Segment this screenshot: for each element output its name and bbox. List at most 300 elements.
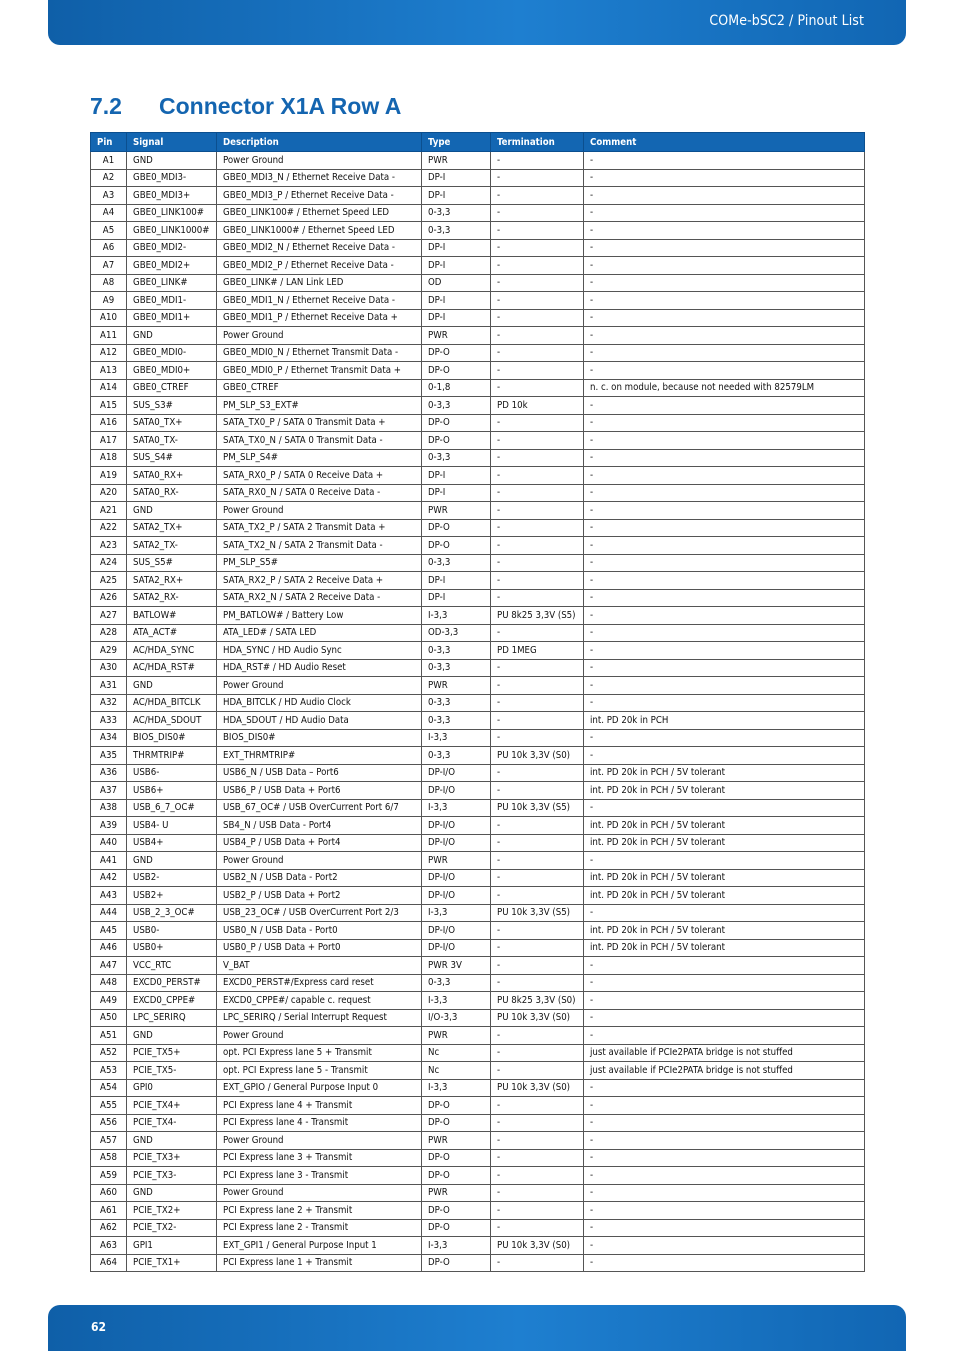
cell-termination: - <box>491 887 584 905</box>
cell-comment: - <box>584 554 865 572</box>
cell-signal: PCIE_TX5+ <box>127 1044 217 1062</box>
cell-signal: GBE0_MDI2- <box>127 239 217 257</box>
cell-comment: int. PD 20k in PCH / 5V tolerant <box>584 782 865 800</box>
cell-pin: A47 <box>91 957 127 975</box>
cell-type: DP-I <box>422 484 491 502</box>
cell-pin: A53 <box>91 1062 127 1080</box>
cell-pin: A10 <box>91 309 127 327</box>
cell-description: PM_SLP_S3_EXT# <box>217 397 422 415</box>
cell-description: USB0_P / USB Data + Port0 <box>217 939 422 957</box>
cell-type: 0-3,3 <box>422 747 491 765</box>
cell-termination: - <box>491 274 584 292</box>
cell-type: 0-3,3 <box>422 659 491 677</box>
table-row <box>91 397 865 415</box>
cell-signal: USB_6_7_OC# <box>127 799 217 817</box>
cell-description: SATA_RX2_N / SATA 2 Receive Data - <box>217 589 422 607</box>
cell-pin: A43 <box>91 887 127 905</box>
cell-comment: - <box>584 327 865 345</box>
cell-termination: - <box>491 677 584 695</box>
cell-type: DP-O <box>422 362 491 380</box>
cell-comment: - <box>584 169 865 187</box>
cell-termination: - <box>491 554 584 572</box>
cell-description: Power Ground <box>217 677 422 695</box>
pinout-table <box>90 132 865 1272</box>
cell-type: DP-I/O <box>422 817 491 835</box>
cell-type: 0-3,3 <box>422 449 491 467</box>
table-row <box>91 1044 865 1062</box>
cell-signal: BIOS_DIS0# <box>127 729 217 747</box>
table-row <box>91 782 865 800</box>
cell-type: PWR <box>422 677 491 695</box>
column-header-description: Description <box>217 133 422 152</box>
cell-pin: A15 <box>91 397 127 415</box>
cell-comment: - <box>584 1027 865 1045</box>
cell-comment: - <box>584 1167 865 1185</box>
cell-termination: - <box>491 974 584 992</box>
cell-signal: GBE0_MDI0- <box>127 344 217 362</box>
cell-signal: PCIE_TX4- <box>127 1114 217 1132</box>
cell-termination: - <box>491 817 584 835</box>
cell-termination: PU 10k 3,3V (S0) <box>491 1079 584 1097</box>
cell-termination: - <box>491 957 584 975</box>
cell-description: SATA_TX2_P / SATA 2 Transmit Data + <box>217 519 422 537</box>
cell-description: USB4_P / USB Data + Port4 <box>217 834 422 852</box>
cell-comment: - <box>584 152 865 170</box>
table-row <box>91 887 865 905</box>
cell-termination: - <box>491 414 584 432</box>
cell-type: 0-3,3 <box>422 204 491 222</box>
cell-description: PCI Express lane 3 + Transmit <box>217 1149 422 1167</box>
cell-description: opt. PCI Express lane 5 - Transmit <box>217 1062 422 1080</box>
cell-comment: - <box>584 1184 865 1202</box>
cell-pin: A12 <box>91 344 127 362</box>
page-number: 62 <box>91 1320 107 1334</box>
cell-type: DP-I/O <box>422 887 491 905</box>
cell-signal: GBE0_MDI3- <box>127 169 217 187</box>
cell-comment: int. PD 20k in PCH / 5V tolerant <box>584 764 865 782</box>
cell-signal: AC/HDA_SDOUT <box>127 712 217 730</box>
cell-comment: - <box>584 1237 865 1255</box>
cell-comment: - <box>584 257 865 275</box>
cell-type: DP-I <box>422 239 491 257</box>
cell-termination: - <box>491 467 584 485</box>
cell-description: PCI Express lane 1 + Transmit <box>217 1254 422 1272</box>
cell-pin: A50 <box>91 1009 127 1027</box>
table-row <box>91 607 865 625</box>
cell-termination: - <box>491 152 584 170</box>
cell-description: GBE0_MDI2_P / Ethernet Receive Data - <box>217 257 422 275</box>
table-row <box>91 572 865 590</box>
table-row <box>91 414 865 432</box>
cell-signal: GBE0_MDI1+ <box>127 309 217 327</box>
cell-signal: SATA2_RX- <box>127 589 217 607</box>
table-row <box>91 1184 865 1202</box>
cell-type: DP-O <box>422 1114 491 1132</box>
cell-description: EXT_GPI1 / General Purpose Input 1 <box>217 1237 422 1255</box>
cell-signal: GPI0 <box>127 1079 217 1097</box>
cell-description: EXT_GPIO / General Purpose Input 0 <box>217 1079 422 1097</box>
cell-pin: A52 <box>91 1044 127 1062</box>
cell-signal: THRMTRIP# <box>127 747 217 765</box>
cell-type: 0-3,3 <box>422 974 491 992</box>
cell-comment: - <box>584 414 865 432</box>
cell-pin: A31 <box>91 677 127 695</box>
cell-type: DP-I/O <box>422 782 491 800</box>
cell-pin: A23 <box>91 537 127 555</box>
table-row <box>91 869 865 887</box>
cell-type: DP-I <box>422 309 491 327</box>
table-row <box>91 1167 865 1185</box>
cell-description: USB0_N / USB Data - Port0 <box>217 922 422 940</box>
cell-comment: - <box>584 1009 865 1027</box>
cell-signal: SUS_S4# <box>127 449 217 467</box>
cell-signal: SATA0_RX- <box>127 484 217 502</box>
cell-pin: A41 <box>91 852 127 870</box>
cell-termination: PD 10k <box>491 397 584 415</box>
cell-type: PWR 3V <box>422 957 491 975</box>
cell-comment: - <box>584 502 865 520</box>
cell-termination: - <box>491 1097 584 1115</box>
table-row <box>91 817 865 835</box>
cell-signal: PCIE_TX3- <box>127 1167 217 1185</box>
cell-comment: int. PD 20k in PCH / 5V tolerant <box>584 817 865 835</box>
table-row <box>91 992 865 1010</box>
cell-signal: GBE0_MDI0+ <box>127 362 217 380</box>
cell-pin: A57 <box>91 1132 127 1150</box>
cell-description: ATA_LED# / SATA LED <box>217 624 422 642</box>
cell-comment: - <box>584 799 865 817</box>
cell-pin: A22 <box>91 519 127 537</box>
cell-type: I-3,3 <box>422 799 491 817</box>
cell-comment: - <box>584 642 865 660</box>
cell-comment: - <box>584 274 865 292</box>
column-header-type: Type <box>422 133 491 152</box>
cell-termination: - <box>491 379 584 397</box>
cell-signal: USB6+ <box>127 782 217 800</box>
cell-signal: PCIE_TX4+ <box>127 1097 217 1115</box>
cell-termination: PU 10k 3,3V (S0) <box>491 1009 584 1027</box>
cell-termination: - <box>491 1044 584 1062</box>
cell-type: DP-O <box>422 344 491 362</box>
cell-comment: - <box>584 344 865 362</box>
cell-type: DP-I <box>422 257 491 275</box>
cell-pin: A59 <box>91 1167 127 1185</box>
table-row <box>91 274 865 292</box>
cell-comment: - <box>584 729 865 747</box>
cell-comment: - <box>584 904 865 922</box>
cell-signal: GBE0_LINK1000# <box>127 222 217 240</box>
cell-signal: PCIE_TX3+ <box>127 1149 217 1167</box>
table-row <box>91 1132 865 1150</box>
table-row <box>91 1062 865 1080</box>
column-header-signal: Signal <box>127 133 217 152</box>
cell-type: PWR <box>422 1132 491 1150</box>
cell-pin: A36 <box>91 764 127 782</box>
cell-signal: SATA0_TX- <box>127 432 217 450</box>
cell-type: 0-3,3 <box>422 397 491 415</box>
cell-type: DP-O <box>422 1202 491 1220</box>
cell-termination: - <box>491 939 584 957</box>
table-row <box>91 554 865 572</box>
cell-description: PCI Express lane 2 + Transmit <box>217 1202 422 1220</box>
cell-termination: - <box>491 922 584 940</box>
cell-description: SATA_RX0_N / SATA 0 Receive Data - <box>217 484 422 502</box>
cell-termination: - <box>491 712 584 730</box>
cell-description: USB6_N / USB Data – Port6 <box>217 764 422 782</box>
cell-type: OD <box>422 274 491 292</box>
cell-signal: USB4+ <box>127 834 217 852</box>
table-row <box>91 432 865 450</box>
cell-termination: - <box>491 1184 584 1202</box>
cell-comment: - <box>584 449 865 467</box>
cell-comment: - <box>584 537 865 555</box>
cell-comment: - <box>584 957 865 975</box>
cell-termination: - <box>491 169 584 187</box>
table-row <box>91 922 865 940</box>
cell-signal: PCIE_TX2+ <box>127 1202 217 1220</box>
cell-comment: - <box>584 1097 865 1115</box>
cell-comment: int. PD 20k in PCH / 5V tolerant <box>584 887 865 905</box>
cell-comment: n. c. on module, because not needed with 82579LM <box>584 379 865 397</box>
cell-comment: - <box>584 1114 865 1132</box>
column-header-termination: Termination <box>491 133 584 152</box>
cell-comment: int. PD 20k in PCH / 5V tolerant <box>584 869 865 887</box>
table-row <box>91 204 865 222</box>
cell-signal: AC/HDA_SYNC <box>127 642 217 660</box>
cell-type: PWR <box>422 502 491 520</box>
cell-signal: PCIE_TX2- <box>127 1219 217 1237</box>
cell-termination: - <box>491 729 584 747</box>
cell-comment: - <box>584 204 865 222</box>
cell-signal: SATA2_RX+ <box>127 572 217 590</box>
cell-comment: - <box>584 484 865 502</box>
cell-type: DP-I/O <box>422 764 491 782</box>
cell-type: 0-3,3 <box>422 642 491 660</box>
cell-description: HDA_BITCLK / HD Audio Clock <box>217 694 422 712</box>
cell-description: USB2_P / USB Data + Port2 <box>217 887 422 905</box>
cell-description: GBE0_LINK# / LAN Link LED <box>217 274 422 292</box>
cell-comment: just available if PCIe2PATA bridge is not stuffed <box>584 1062 865 1080</box>
cell-pin: A34 <box>91 729 127 747</box>
cell-termination: - <box>491 519 584 537</box>
cell-pin: A62 <box>91 1219 127 1237</box>
cell-comment: - <box>584 677 865 695</box>
cell-signal: GBE0_LINK# <box>127 274 217 292</box>
table-row <box>91 1027 865 1045</box>
cell-termination: - <box>491 257 584 275</box>
cell-pin: A25 <box>91 572 127 590</box>
cell-termination: - <box>491 869 584 887</box>
cell-pin: A4 <box>91 204 127 222</box>
cell-termination: PU 10k 3,3V (S0) <box>491 1237 584 1255</box>
cell-type: PWR <box>422 852 491 870</box>
cell-pin: A58 <box>91 1149 127 1167</box>
table-row <box>91 659 865 677</box>
cell-termination: - <box>491 432 584 450</box>
cell-description: HDA_RST# / HD Audio Reset <box>217 659 422 677</box>
cell-comment: - <box>584 974 865 992</box>
cell-pin: A63 <box>91 1237 127 1255</box>
cell-pin: A48 <box>91 974 127 992</box>
column-header-pin: Pin <box>91 133 127 152</box>
cell-type: 0-3,3 <box>422 554 491 572</box>
cell-signal: SUS_S5# <box>127 554 217 572</box>
table-row <box>91 1149 865 1167</box>
cell-description: GBE0_LINK1000# / Ethernet Speed LED <box>217 222 422 240</box>
cell-pin: A64 <box>91 1254 127 1272</box>
cell-pin: A27 <box>91 607 127 625</box>
cell-pin: A51 <box>91 1027 127 1045</box>
cell-type: DP-O <box>422 414 491 432</box>
cell-type: DP-O <box>422 1097 491 1115</box>
table-row <box>91 502 865 520</box>
cell-type: 0-3,3 <box>422 694 491 712</box>
cell-pin: A60 <box>91 1184 127 1202</box>
cell-pin: A54 <box>91 1079 127 1097</box>
cell-description: USB_67_OC# / USB OverCurrent Port 6/7 <box>217 799 422 817</box>
cell-signal: USB6- <box>127 764 217 782</box>
cell-termination: - <box>491 1132 584 1150</box>
cell-comment: - <box>584 992 865 1010</box>
cell-signal: USB0+ <box>127 939 217 957</box>
cell-signal: GPI1 <box>127 1237 217 1255</box>
cell-description: GBE0_MDI3_N / Ethernet Receive Data - <box>217 169 422 187</box>
table-row <box>91 1254 865 1272</box>
table-row <box>91 939 865 957</box>
cell-termination: - <box>491 292 584 310</box>
cell-type: DP-I <box>422 187 491 205</box>
cell-signal: AC/HDA_BITCLK <box>127 694 217 712</box>
table-row <box>91 642 865 660</box>
cell-pin: A3 <box>91 187 127 205</box>
cell-signal: GND <box>127 677 217 695</box>
cell-signal: GBE0_MDI2+ <box>127 257 217 275</box>
cell-termination: - <box>491 187 584 205</box>
cell-description: USB2_N / USB Data - Port2 <box>217 869 422 887</box>
cell-termination: PU 10k 3,3V (S5) <box>491 799 584 817</box>
section-number: 7.2 <box>90 93 122 119</box>
cell-pin: A9 <box>91 292 127 310</box>
cell-pin: A19 <box>91 467 127 485</box>
cell-description: GBE0_CTREF <box>217 379 422 397</box>
cell-pin: A35 <box>91 747 127 765</box>
table-row <box>91 764 865 782</box>
cell-termination: - <box>491 362 584 380</box>
cell-type: DP-O <box>422 519 491 537</box>
table-row <box>91 729 865 747</box>
cell-signal: GBE0_MDI1- <box>127 292 217 310</box>
cell-pin: A7 <box>91 257 127 275</box>
cell-pin: A32 <box>91 694 127 712</box>
cell-pin: A29 <box>91 642 127 660</box>
cell-signal: EXCD0_PERST# <box>127 974 217 992</box>
cell-comment: - <box>584 852 865 870</box>
cell-type: DP-I <box>422 589 491 607</box>
cell-comment: - <box>584 1132 865 1150</box>
footer-bar <box>48 1305 906 1351</box>
cell-comment: int. PD 20k in PCH / 5V tolerant <box>584 834 865 852</box>
cell-signal: BATLOW# <box>127 607 217 625</box>
cell-termination: - <box>491 222 584 240</box>
cell-type: I-3,3 <box>422 729 491 747</box>
cell-termination: - <box>491 327 584 345</box>
cell-pin: A8 <box>91 274 127 292</box>
cell-signal: SATA2_TX- <box>127 537 217 555</box>
cell-termination: - <box>491 239 584 257</box>
table-row <box>91 257 865 275</box>
table-row <box>91 799 865 817</box>
cell-comment: - <box>584 397 865 415</box>
cell-type: Nc <box>422 1044 491 1062</box>
cell-description: PM_BATLOW# / Battery Low <box>217 607 422 625</box>
cell-comment: - <box>584 432 865 450</box>
cell-termination: - <box>491 852 584 870</box>
cell-termination: - <box>491 589 584 607</box>
cell-comment: - <box>584 747 865 765</box>
cell-comment: - <box>584 1202 865 1220</box>
cell-termination: - <box>491 344 584 362</box>
cell-signal: USB4- U <box>127 817 217 835</box>
cell-comment: - <box>584 1149 865 1167</box>
section-title: Connector X1A Row A <box>159 93 402 119</box>
cell-pin: A13 <box>91 362 127 380</box>
cell-description: SATA_TX0_P / SATA 0 Transmit Data + <box>217 414 422 432</box>
cell-type: DP-I/O <box>422 922 491 940</box>
cell-type: DP-O <box>422 1219 491 1237</box>
table-row <box>91 292 865 310</box>
cell-comment: - <box>584 222 865 240</box>
cell-description: V_BAT <box>217 957 422 975</box>
cell-pin: A11 <box>91 327 127 345</box>
cell-pin: A46 <box>91 939 127 957</box>
cell-pin: A14 <box>91 379 127 397</box>
cell-pin: A55 <box>91 1097 127 1115</box>
cell-description: SATA_TX0_N / SATA 0 Transmit Data - <box>217 432 422 450</box>
cell-pin: A17 <box>91 432 127 450</box>
cell-termination: PU 8k25 3,3V (S5) <box>491 607 584 625</box>
cell-termination: - <box>491 449 584 467</box>
cell-termination: PU 8k25 3,3V (S0) <box>491 992 584 1010</box>
cell-type: DP-O <box>422 1254 491 1272</box>
cell-comment: - <box>584 362 865 380</box>
table-row <box>91 362 865 380</box>
cell-comment: - <box>584 607 865 625</box>
cell-termination: - <box>491 1062 584 1080</box>
cell-pin: A45 <box>91 922 127 940</box>
cell-type: PWR <box>422 327 491 345</box>
cell-termination: - <box>491 502 584 520</box>
cell-comment: - <box>584 187 865 205</box>
cell-description: SATA_RX0_P / SATA 0 Receive Data + <box>217 467 422 485</box>
cell-type: DP-O <box>422 1167 491 1185</box>
cell-termination: - <box>491 204 584 222</box>
cell-signal: GND <box>127 327 217 345</box>
cell-type: PWR <box>422 1027 491 1045</box>
cell-termination: - <box>491 694 584 712</box>
cell-type: DP-I/O <box>422 869 491 887</box>
document-title: COMe-bSC2 / Pinout List <box>709 13 864 29</box>
cell-termination: - <box>491 1167 584 1185</box>
cell-description: Power Ground <box>217 1184 422 1202</box>
cell-signal: GND <box>127 502 217 520</box>
cell-signal: USB_2_3_OC# <box>127 904 217 922</box>
cell-type: DP-I <box>422 467 491 485</box>
cell-pin: A6 <box>91 239 127 257</box>
cell-type: I-3,3 <box>422 904 491 922</box>
cell-signal: SUS_S3# <box>127 397 217 415</box>
cell-pin: A39 <box>91 817 127 835</box>
cell-termination: - <box>491 1219 584 1237</box>
